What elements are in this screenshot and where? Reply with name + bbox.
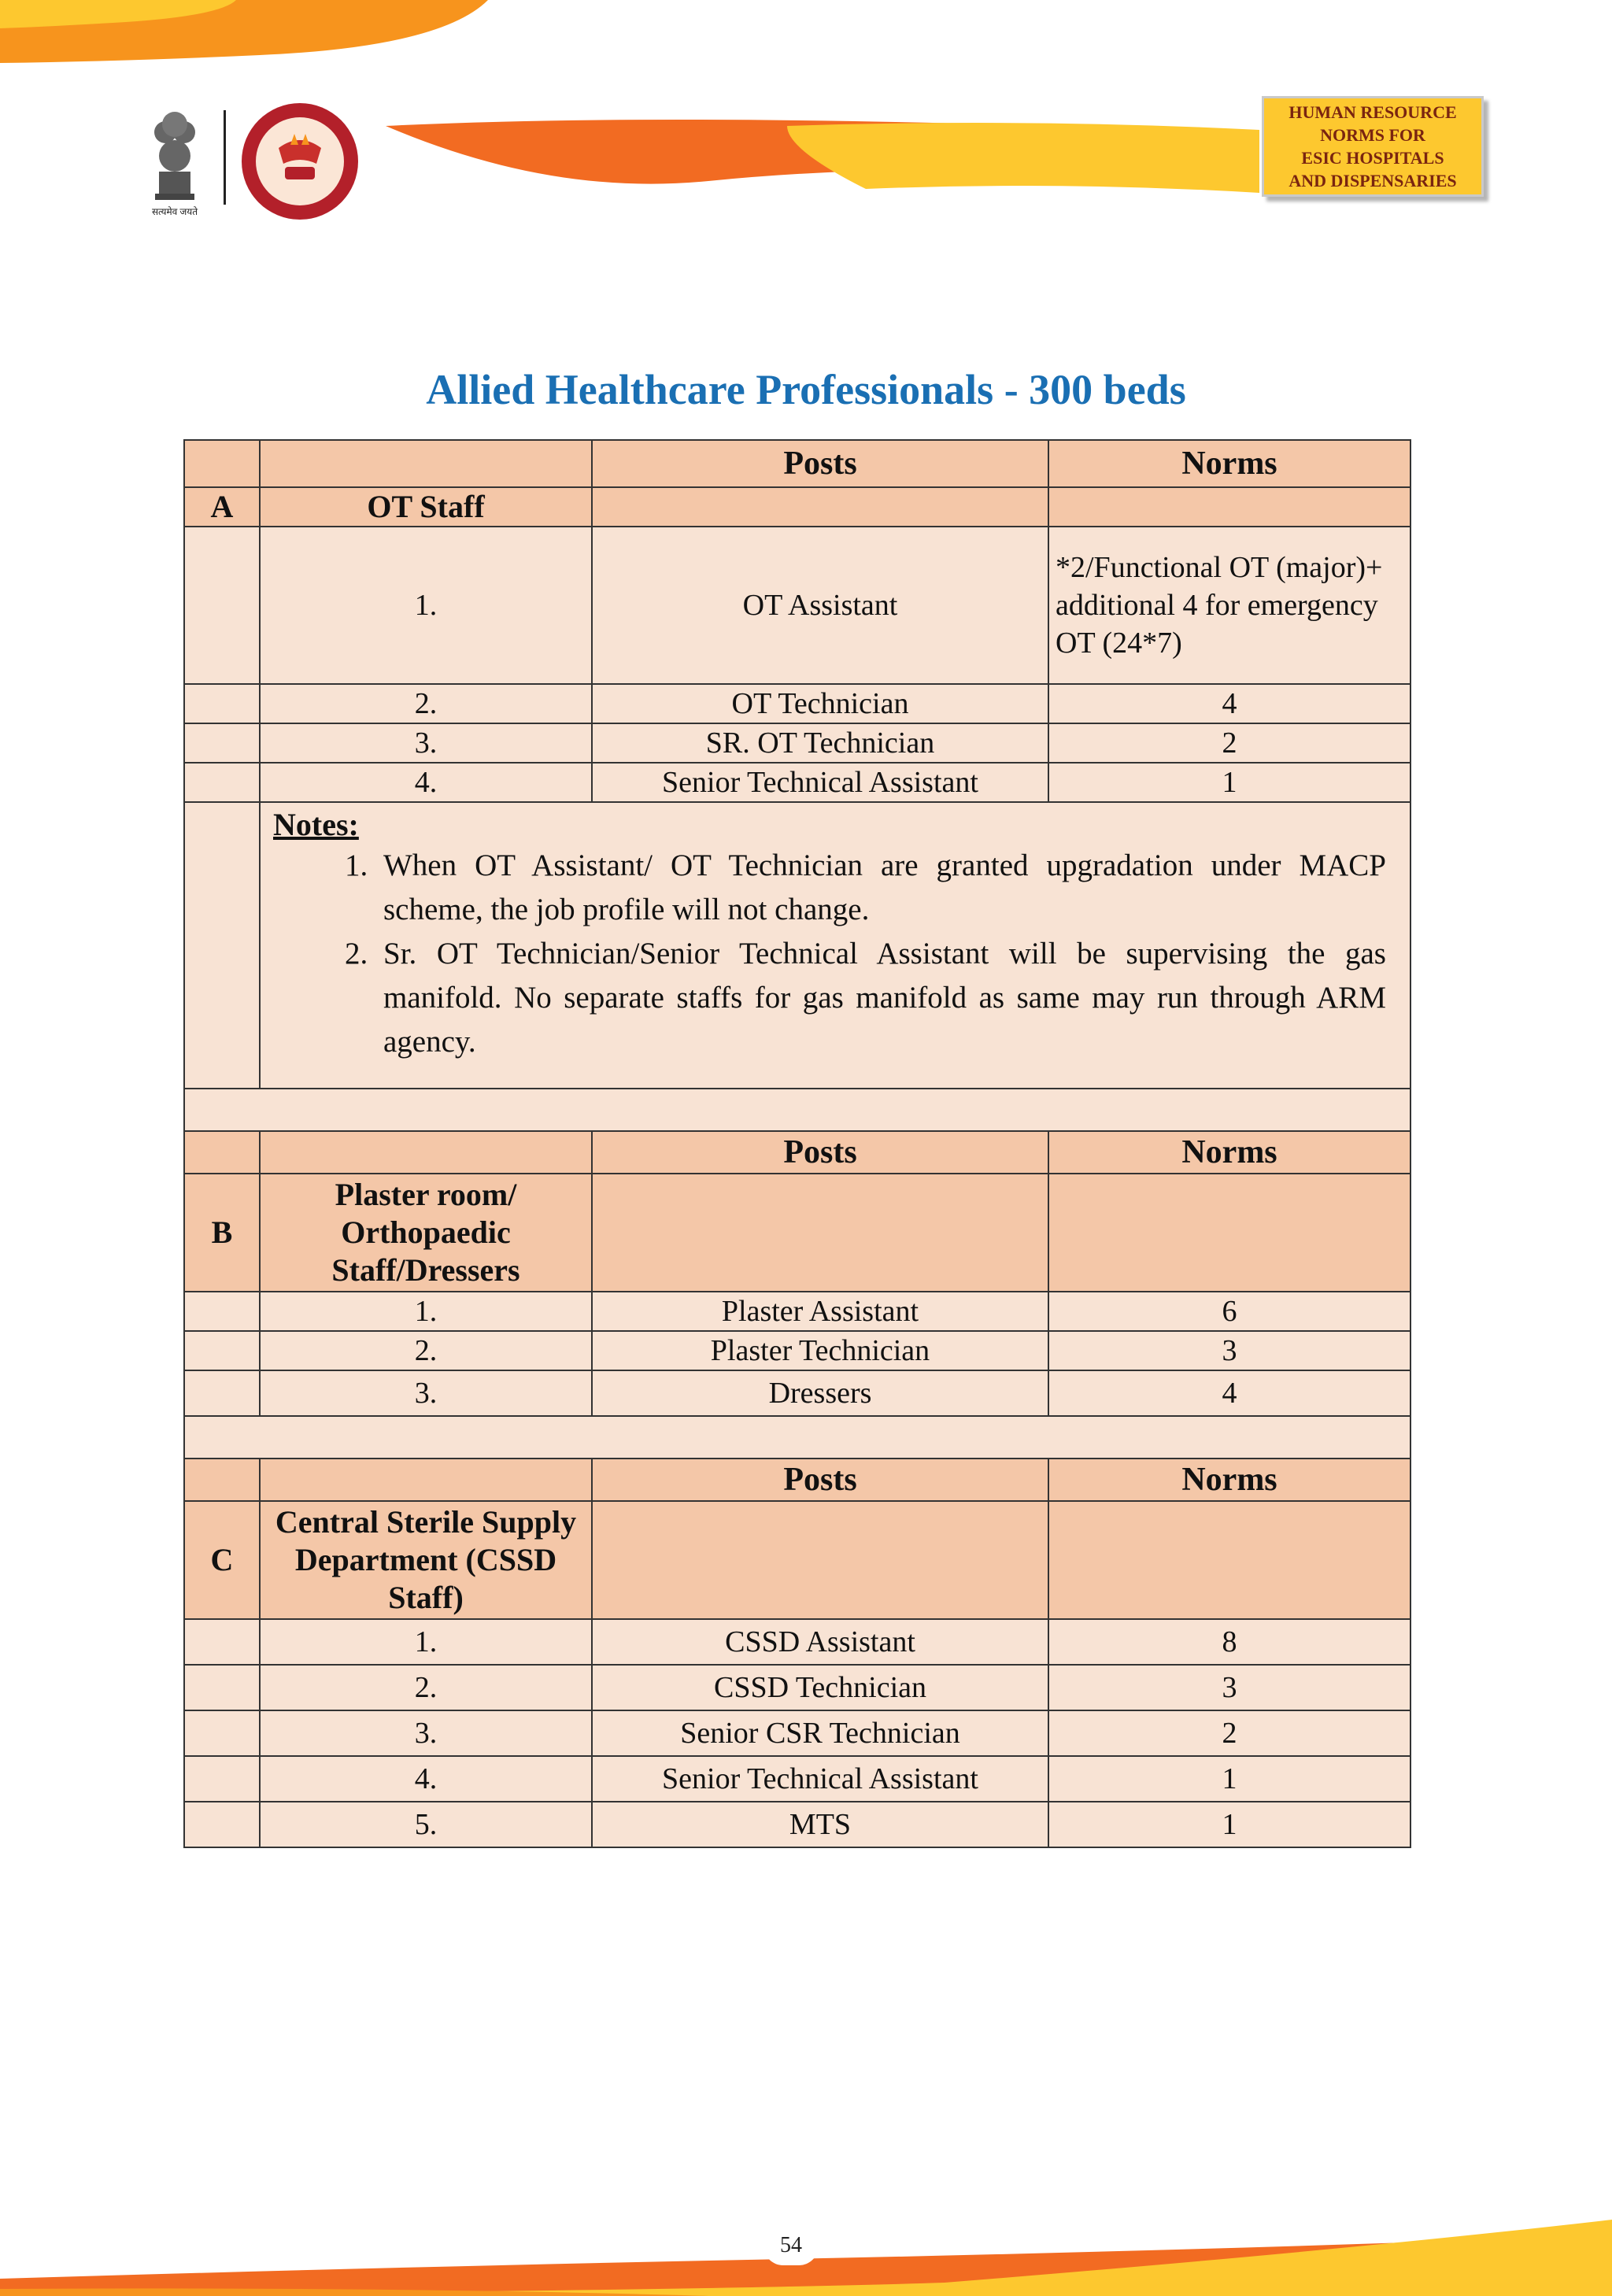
norm-value: 8 bbox=[1048, 1619, 1410, 1665]
document-header-box bbox=[1262, 96, 1484, 197]
norm-value: 2 bbox=[1048, 1710, 1410, 1756]
table-row bbox=[184, 1665, 1410, 1710]
section-name: Central Sterile Supply Department (CSSD Staff) bbox=[260, 1501, 592, 1619]
section-a-title-row bbox=[184, 487, 1410, 527]
table-row bbox=[184, 527, 1410, 684]
norm-value: 2 bbox=[1048, 723, 1410, 763]
page-title: Allied Healthcare Professionals - 300 beds bbox=[426, 366, 1186, 413]
row-number: 1. bbox=[260, 527, 592, 684]
row-number: 3. bbox=[260, 1370, 592, 1416]
post-name: Senior Technical Assistant bbox=[592, 763, 1048, 802]
table-row bbox=[184, 1802, 1410, 1847]
post-name: Plaster Technician bbox=[592, 1331, 1048, 1370]
section-letter: A bbox=[184, 487, 260, 527]
spacer-row bbox=[184, 1416, 1410, 1459]
section-c-header-row bbox=[184, 1459, 1410, 1501]
section-c-title-row bbox=[184, 1501, 1410, 1619]
esic-logo-icon bbox=[239, 101, 360, 222]
norm-value: *2/Functional OT (major)+ additional 4 for emergency OT (24*7) bbox=[1048, 527, 1410, 684]
table-row bbox=[184, 1331, 1410, 1370]
norms-header: Norms bbox=[1048, 1459, 1410, 1501]
section-name: OT Staff bbox=[260, 487, 592, 527]
table-row bbox=[184, 763, 1410, 802]
header-line-2: NORMS FOR bbox=[1320, 125, 1425, 145]
post-name: CSSD Technician bbox=[592, 1665, 1048, 1710]
emblem-motto: सत्यमेव जयते bbox=[151, 206, 198, 217]
table-row bbox=[184, 1710, 1410, 1756]
table-row bbox=[184, 1619, 1410, 1665]
table-row bbox=[184, 1292, 1410, 1331]
norm-value: 1 bbox=[1048, 763, 1410, 802]
norm-value: 6 bbox=[1048, 1292, 1410, 1331]
row-number: 1. bbox=[260, 1292, 592, 1331]
national-emblem-icon bbox=[143, 101, 206, 203]
post-name: Senior Technical Assistant bbox=[592, 1756, 1048, 1802]
note-item: 2. Sr. OT Technician/Senior Technical Assistant will be supervising the gas manifold. No separate staffs for gas manifold as same may run through ARM agency. bbox=[375, 932, 1386, 1064]
norm-value: 1 bbox=[1048, 1802, 1410, 1847]
header-line-3: ESIC HOSPITALS bbox=[1301, 148, 1444, 168]
row-number: 3. bbox=[260, 723, 592, 763]
notes-row bbox=[184, 802, 1410, 1089]
norms-header: Norms bbox=[1048, 440, 1410, 487]
notes-list bbox=[273, 844, 1386, 1064]
page-number: 54 bbox=[763, 2226, 819, 2265]
norms-table bbox=[183, 439, 1411, 1848]
posts-header: Posts bbox=[592, 440, 1048, 487]
table-row bbox=[184, 684, 1410, 723]
table-row bbox=[184, 723, 1410, 763]
post-name: Senior CSR Technician bbox=[592, 1710, 1048, 1756]
row-number: 4. bbox=[260, 1756, 592, 1802]
section-a-header-row bbox=[184, 440, 1410, 487]
post-name: Plaster Assistant bbox=[592, 1292, 1048, 1331]
row-number: 2. bbox=[260, 1331, 592, 1370]
post-name: Dressers bbox=[592, 1370, 1048, 1416]
notes-cell bbox=[260, 802, 1410, 1089]
posts-header: Posts bbox=[592, 1459, 1048, 1501]
norm-value: 3 bbox=[1048, 1331, 1410, 1370]
row-number: 3. bbox=[260, 1710, 592, 1756]
post-name: SR. OT Technician bbox=[592, 723, 1048, 763]
section-letter: C bbox=[184, 1501, 260, 1619]
post-name: CSSD Assistant bbox=[592, 1619, 1048, 1665]
row-number: 2. bbox=[260, 1665, 592, 1710]
row-number: 2. bbox=[260, 684, 592, 723]
spacer-row bbox=[184, 1089, 1410, 1131]
row-number: 4. bbox=[260, 763, 592, 802]
post-name: MTS bbox=[592, 1802, 1048, 1847]
section-letter: B bbox=[184, 1174, 260, 1292]
norm-value: 4 bbox=[1048, 1370, 1410, 1416]
norm-value: 4 bbox=[1048, 684, 1410, 723]
notes-title: Notes: bbox=[273, 807, 359, 842]
norms-header: Norms bbox=[1048, 1131, 1410, 1174]
post-name: OT Assistant bbox=[592, 527, 1048, 684]
row-number: 1. bbox=[260, 1619, 592, 1665]
table-row bbox=[184, 1756, 1410, 1802]
posts-header: Posts bbox=[592, 1131, 1048, 1174]
section-b-title-row bbox=[184, 1174, 1410, 1292]
norm-value: 3 bbox=[1048, 1665, 1410, 1710]
table-row bbox=[184, 1370, 1410, 1416]
header-line-4: AND DISPENSARIES bbox=[1288, 171, 1457, 190]
section-b-header-row bbox=[184, 1131, 1410, 1174]
section-name: Plaster room/ Orthopaedic Staff/Dressers bbox=[260, 1174, 592, 1292]
header-line-1: HUMAN RESOURCE bbox=[1288, 102, 1457, 122]
note-item: 1. When OT Assistant/ OT Technician are granted upgradation under MACP scheme, the job profile will not change. bbox=[375, 844, 1386, 932]
row-number: 5. bbox=[260, 1802, 592, 1847]
logo-divider bbox=[224, 110, 226, 205]
norm-value: 1 bbox=[1048, 1756, 1410, 1802]
post-name: OT Technician bbox=[592, 684, 1048, 723]
